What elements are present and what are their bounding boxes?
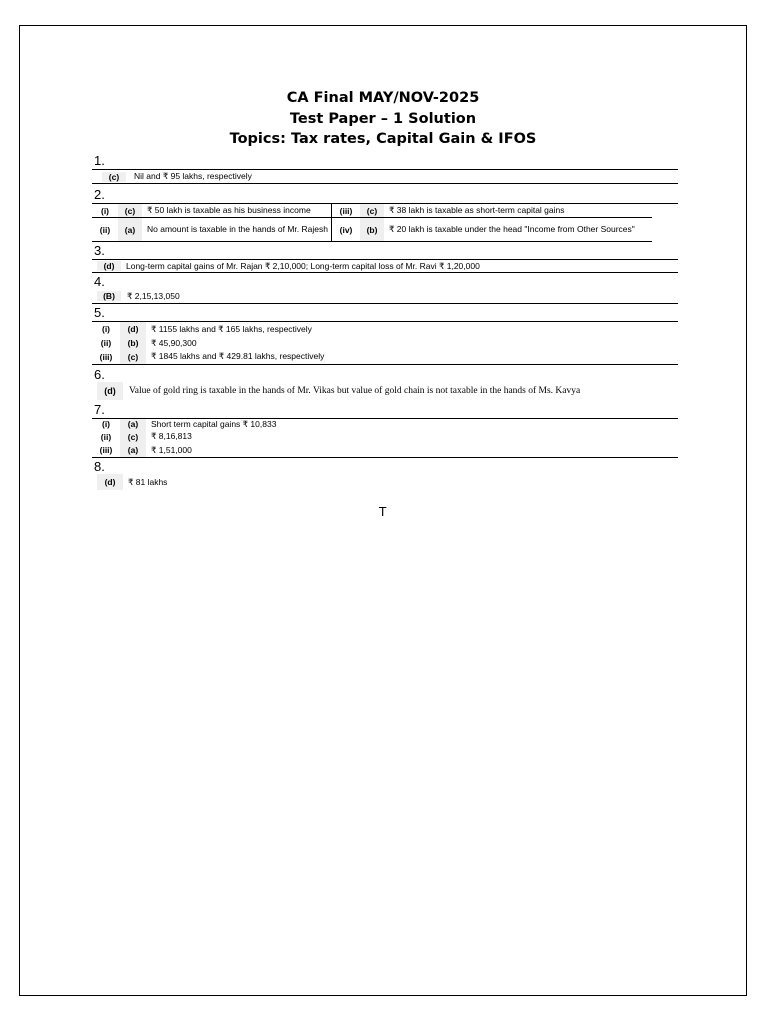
answer-option: (a) — [118, 218, 142, 242]
answer-text: ₹ 81 lakhs — [128, 476, 168, 487]
answer-row — [92, 430, 678, 444]
question-7 — [92, 403, 678, 459]
document-page — [19, 25, 747, 996]
answer-part: (i) — [101, 419, 111, 429]
answer-text: Long-term capital gains of Mr. Rajan ₹ 2,10,000; Long-term capital loss of Mr. Ravi ₹ 1,20,000 — [126, 260, 480, 271]
answer-option: (c) — [120, 350, 146, 364]
answer-part: (ii) — [100, 338, 112, 348]
question-number: 3. — [92, 244, 678, 260]
answer-option: (d) — [120, 322, 146, 336]
answer-text: ₹ 1,51,000 — [151, 444, 192, 455]
answer-option: (d) — [97, 474, 123, 490]
answers-section — [92, 154, 678, 490]
answer-text: Value of gold ring is taxable in the hands of Mr. Vikas but value of gold chain is not taxable in the hands of Ms. Kavya — [129, 385, 581, 396]
question-number: 1. — [92, 154, 678, 170]
answer-option: (a) — [120, 419, 146, 430]
exam-title: CA Final MAY/NOV-2025 — [286, 90, 480, 106]
question-8 — [92, 460, 678, 490]
answer-row — [92, 336, 678, 350]
answer-text: No amount is taxable in the hands of Mr. Rajesh — [142, 218, 332, 242]
answer-row — [92, 204, 652, 218]
topics-title: Topics: Tax rates, Capital Gain & IFOS — [229, 131, 537, 147]
question-number: 5. — [92, 306, 678, 322]
answer-table — [92, 322, 678, 365]
answer-text: Short term capital gains ₹ 10,833 — [151, 418, 277, 429]
answer-part: (iii) — [99, 445, 113, 456]
answer-row — [92, 419, 678, 430]
answer-row — [92, 322, 678, 336]
answer-row — [92, 218, 652, 242]
answer-text: ₹ 8,16,813 — [151, 431, 192, 441]
answer-option: (a) — [120, 444, 146, 458]
answer-option: (c) — [102, 172, 126, 182]
answer-part: (ii) — [99, 224, 111, 235]
answer-option: (b) — [360, 218, 384, 242]
question-6 — [92, 368, 678, 400]
answer-text: Nil and ₹ 95 lakhs, respectively — [134, 171, 252, 181]
question-5 — [92, 306, 678, 365]
answer-part: (i) — [101, 324, 111, 334]
answer-text: ₹ 1845 lakhs and ₹ 429.81 lakhs, respectively — [151, 351, 325, 362]
question-3 — [92, 244, 678, 273]
answer-row — [92, 170, 678, 184]
paper-title: Test Paper – 1 Solution — [289, 110, 477, 127]
answer-option: (b) — [120, 336, 146, 350]
answer-row — [92, 289, 678, 304]
question-number: 4. — [94, 274, 105, 289]
question-number: 6. — [94, 366, 105, 382]
answer-part: (i) — [100, 205, 110, 216]
answer-option: (d) — [97, 261, 121, 271]
answer-row — [92, 260, 678, 273]
answer-option: (c) — [360, 204, 384, 218]
answer-option: (c) — [118, 204, 142, 218]
answer-row — [92, 382, 678, 400]
question-number: 8. — [94, 459, 105, 474]
answer-text: ₹ 45,90,300 — [151, 337, 197, 348]
answer-part: (iv) — [339, 224, 353, 235]
answer-text: ₹ 1155 lakhs and ₹ 165 lakhs, respectively — [151, 323, 312, 334]
question-2 — [92, 188, 678, 242]
question-number: 2. — [92, 188, 678, 204]
title-block — [20, 88, 746, 150]
answer-option: (d) — [97, 382, 123, 400]
answer-text: ₹ 50 lakh is taxable as his business income — [142, 204, 332, 218]
answer-table — [92, 419, 678, 459]
answer-text: ₹ 38 lakh is taxable as short-term capital gains — [389, 205, 565, 215]
question-1 — [92, 154, 678, 184]
answer-option: (B) — [97, 291, 121, 301]
answer-row — [92, 444, 678, 458]
question-4 — [92, 275, 678, 304]
answer-option: (c) — [120, 430, 146, 444]
answer-part: (iii) — [339, 205, 353, 216]
answer-text: ₹ 2,15,13,050 — [127, 290, 180, 301]
answer-table — [92, 204, 652, 242]
answer-part: (ii) — [100, 431, 112, 442]
answer-row — [92, 474, 678, 490]
text-cursor-mark: T — [379, 505, 387, 519]
answer-row — [92, 350, 678, 364]
question-number: 7. — [92, 403, 678, 419]
answer-text: ₹ 20 lakh is taxable under the head "Income from Other Sources" — [389, 224, 635, 234]
answer-part: (iii) — [99, 351, 113, 362]
